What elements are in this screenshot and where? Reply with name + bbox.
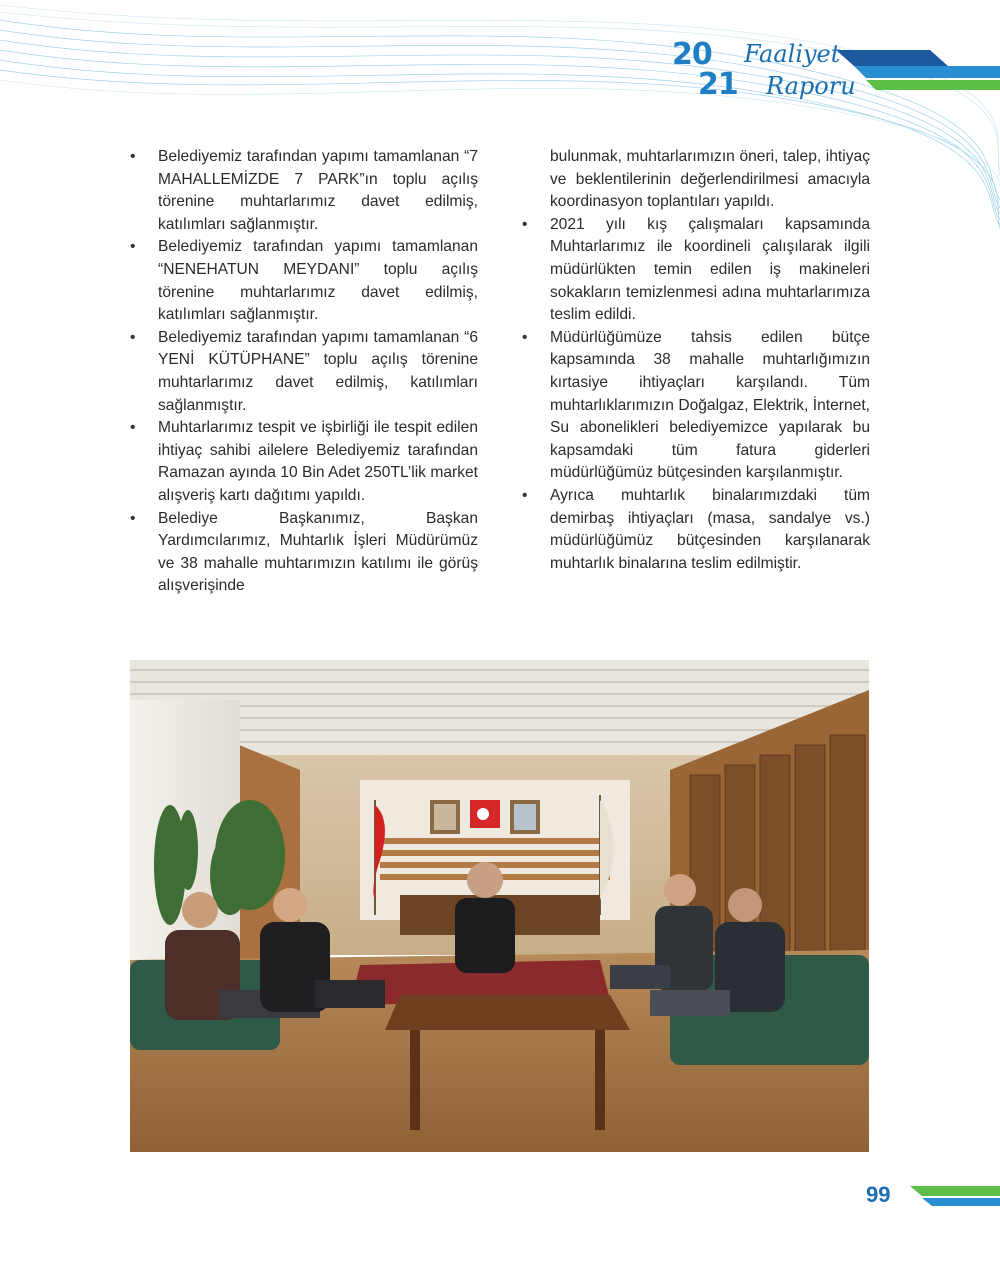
logo-year-bottom: 21: [698, 67, 738, 102]
right-bullet-list: [520, 214, 870, 576]
list-item: • Belediye Başkanımız, Başkan Yardımcılarımız, Muhtarlık İşleri Müdürümüz ve 38 mahalle muhtarımızın katılımı ile görüş alışverişinde: [128, 508, 478, 598]
list-item: • Ayrıca muhtarlık binalarımızdaki tüm demirbaş ihtiyaçları (masa, sandalye vs.) müdürlüğümüz bütçesinden karşılanarak muhtarlık binalarına teslim edilmiştir.: [520, 485, 870, 575]
logo-word-faaliyet: Faaliyet: [744, 40, 841, 68]
list-item: • Belediyemiz tarafından yapımı tamamlanan “7 MAHALLEMİZDE 7 PARK”ın toplu açılış törenine muhtarlarımız davet edilmiş, katılımları sağlanmıştır.: [128, 146, 478, 236]
left-text-column: [128, 146, 478, 598]
logo-word-raporu: Raporu: [766, 72, 856, 100]
left-bullet-list: [128, 146, 478, 598]
footer-stripe-decoration: [900, 1180, 1000, 1220]
continued-paragraph: bulunmak, muhtarlarımızın öneri, talep, ihtiyaç ve beklentilerinin değerlendirilmesi amacıyla koordinasyon toplantıları yapıldı.: [550, 148, 870, 211]
list-item: • 2021 yılı kış çalışmaları kapsamında Muhtarlarımız ile koordineli çalışılarak ilgili müdürlükten temin edilen iş makineleri sokakların temizlenmesi adına muhtarlarımıza teslim edildi.: [520, 214, 870, 327]
list-item: • Belediyemiz tarafından yapımı tamamlanan “6 YENİ KÜTÜPHANE” toplu açılış törenine muhtarlarımız davet edilmiş, katılımları sağlanmıştır.: [128, 327, 478, 417]
logo-year-top: 20: [672, 37, 712, 72]
list-item: • Belediyemiz tarafından yapımı tamamlanan “NENEHATUN MEYDANI” toplu açılış törenine muhtarlarımız davet edilmiş, katılımları sağlanmıştır.: [128, 236, 478, 326]
page-number: 99: [866, 1182, 891, 1207]
list-item: • Müdürlüğümüze tahsis edilen bütçe kapsamında 38 mahalle muhtarlığımızın kırtasiye ihtiyaçları karşılandı. Tüm muhtarlıklarımızın Doğalgaz, Elektrik, İnternet, Su abonelikleri belediyemizce yapılarak bu kapsamdaki tüm fatura giderleri müdürlüğümüz bütçesinden karşılanmıştır.: [520, 327, 870, 485]
list-item: • Muhtarlarımız tespit ve işbirliği ile tespit edilen ihtiyaç sahibi ailelere Belediyemiz tarafından Ramazan ayında 10 Bin Adet 250TL’lik market alışveriş kartı dağıtımı yapıldı.: [128, 417, 478, 507]
meeting-photo: [130, 660, 869, 1152]
report-logo: [672, 37, 856, 108]
right-text-column: [520, 146, 870, 575]
